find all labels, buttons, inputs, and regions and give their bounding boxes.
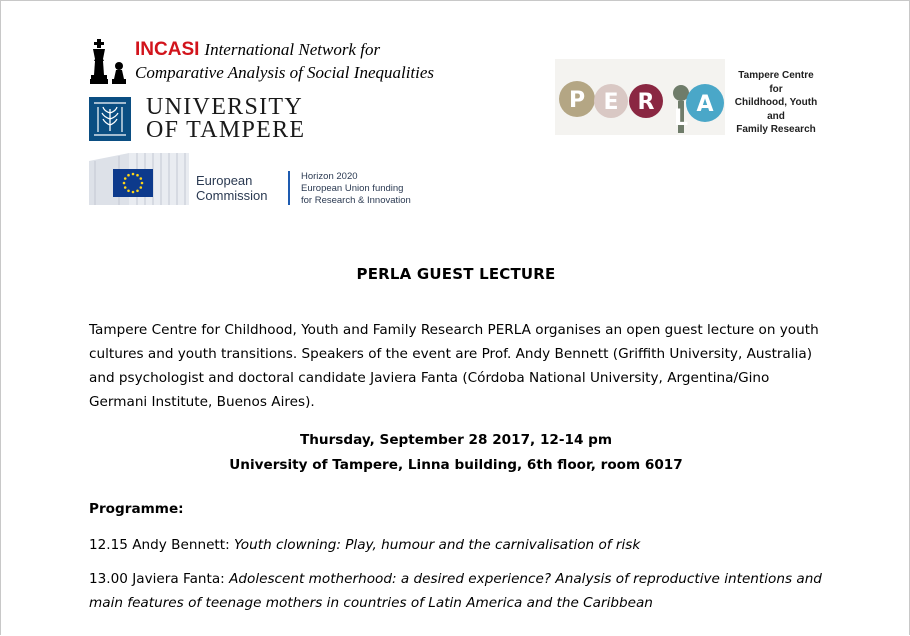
programme-item-title: Youth clowning: Play, humour and the carnivalisation of risk [234,537,641,553]
perla-letter-e: E [603,90,619,115]
perla-logo [555,59,830,137]
university-name-line2: OF TAMPERE [146,117,306,143]
perla-centre-name [727,69,825,137]
perla-text-line3: Childhood, Youth [734,97,818,108]
perla-letters-icon [555,59,725,137]
page-title: PERLA GUEST LECTURE [356,265,556,283]
ec-name-line1: European [196,173,253,188]
university-name-line1: UNIVERSITY [146,94,303,120]
horizon-2020-text [301,171,411,207]
horizon-line2: European Union funding [301,183,404,194]
horizon-line1: Horizon 2020 [301,171,358,182]
perla-text-line2: for [769,83,783,95]
incasi-line1 [135,39,380,61]
intro-paragraph: Tampere Centre for Childhood, Youth and Family Research PERLA organises an open guest lecture on youth cultures and youth transitions. Speakers of the event are Prof. Andy Bennett (Griffith University, Australia) and psychologist and doctoral candidate Javiera Fanta (Córdoba National University, Argentina/Gino Germani Institute, Buenos Aires). [89,322,819,410]
event-details [1,428,910,478]
perla-letter-p: P [568,88,586,113]
ec-divider [288,171,290,205]
perla-letter-r: R [637,90,655,115]
incasi-tagline-2: Comparative Analysis of Social Inequalities [135,63,435,82]
programme-item-speaker: 12.15 Andy Bennett: [89,537,234,553]
incasi-brand: INCASI [135,39,200,60]
ec-name [196,173,268,203]
event-location: University of Tampere, Linna building, 6th floor, room 6017 [229,457,683,473]
university-name [146,96,305,142]
incasi-logo [89,39,435,87]
perla-text-line1: Tampere Centre [738,70,814,81]
chess-pieces-icon [89,39,129,85]
university-emblem-icon [89,97,131,141]
perla-letter-a: A [696,92,714,117]
horizon-line3: for Research & Innovation [301,195,411,206]
eu-flag-icon [89,153,189,205]
programme-item [89,567,829,615]
perla-letter-l: L [673,106,689,131]
programme-item-speaker: 13.00 Javiera Fanta: [89,571,230,587]
programme-item [89,533,829,557]
university-logo [89,94,329,143]
perla-text-line4: and [767,110,785,122]
programme-heading: Programme: [89,501,184,517]
ec-name-line2: Commission [196,188,268,203]
event-date: Thursday, September 28 2017, 12-14 pm [299,432,613,448]
european-commission-logo [89,153,429,205]
programme-item-title: Adolescent motherhood: a desired experience? Analysis of reproductive intentions and main features of teenage mothers in countries of Latin America and the Caribbean [89,571,822,611]
perla-text-line5: Family Research [736,124,816,135]
incasi-tagline-1: International Network for [204,40,381,59]
